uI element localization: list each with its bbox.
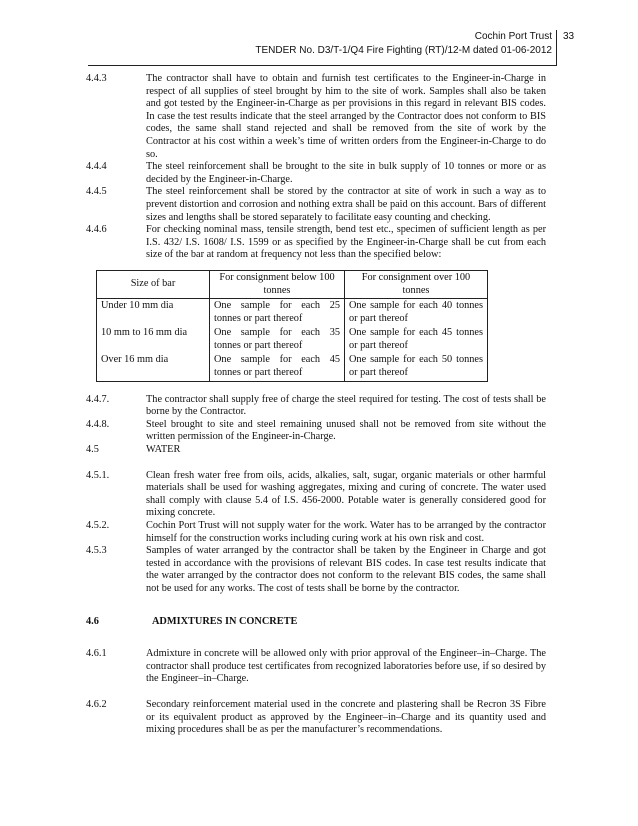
- clause-number: 4.6.2: [86, 698, 107, 710]
- clause-item: [86, 545, 546, 595]
- table-cell: One sample for each 50 tonnes or part thereof: [345, 353, 488, 381]
- table-cell: One sample for each 45 tonnes or part thereof: [345, 326, 488, 353]
- section-heading-admixtures: [86, 616, 546, 629]
- clause-number: 4.5: [86, 444, 99, 456]
- clause-number: 4.4.5: [86, 186, 107, 198]
- clause-text: Steel brought to site and steel remaining unused shall not be removed from site without the written permission of the Engineer-in-Charge.: [146, 418, 546, 443]
- clause-number: 4.6.1: [86, 648, 107, 660]
- clause-item: [86, 419, 546, 444]
- section-heading-water: [86, 444, 546, 457]
- clause-item: [86, 161, 546, 186]
- clause-text: The steel reinforcement shall be stored by the contractor at site of work in such a way as to prevent distortion and corrosion and nothing extra shall be paid on this account. Bars of different sizes and lengths shall be stored separately to facilitate easy counting and checking.: [146, 186, 546, 223]
- clause-item: [86, 186, 546, 224]
- header-tender: TENDER No. D3/T-1/Q4 Fire Fighting (RT)/12-M dated 01-06-2012: [255, 45, 552, 56]
- clause-item: [86, 73, 546, 161]
- clause-number: 4.5.1.: [86, 469, 110, 481]
- page-header: [255, 30, 552, 58]
- document-body: [86, 73, 546, 737]
- section-number: 4.6: [86, 615, 99, 627]
- clause-text: For checking nominal mass, tensile strength, bend test etc., specimen of sufficient length as per I.S. 432/ I.S. 1608/ I.S. 1599 or as specified by the Engineer-in-Charge shall be cut from each size of the bar at random at frequency not less than the specified below:: [146, 224, 546, 261]
- header-rule: [88, 65, 556, 66]
- page-number: 33: [556, 30, 574, 66]
- clause-number: 4.4.4: [86, 161, 107, 173]
- clause-item: [86, 470, 546, 520]
- clause-number: 4.4.6: [86, 224, 107, 236]
- section-title: ADMIXTURES IN CONCRETE: [152, 615, 298, 627]
- table-header: For consignment over 100 tonnes: [345, 270, 488, 298]
- clause-text: Cochin Port Trust will not supply water for the work. Water has to be arranged by the contractor himself for the construction works including curing work at his own risk and cost.: [146, 520, 546, 544]
- clause-number: 4.4.3: [86, 73, 107, 84]
- table-header-row: [97, 270, 488, 298]
- table-row: [97, 326, 488, 353]
- clause-number: 4.4.7.: [86, 393, 110, 405]
- table-cell: Under 10 mm dia: [97, 299, 210, 327]
- sampling-table: [96, 270, 488, 382]
- table-header: For consignment below 100 tonnes: [210, 270, 345, 298]
- clause-text: Samples of water arranged by the contractor shall be taken by the Engineer in Charge and got tested in accordance with the provisions of relevant BIS codes. In case test results indicate that the water arranged by the contractor does not conform to the relevant BIS codes, the same shall not be used for any works. The cost of tests shall be borne by the contractor.: [146, 545, 546, 594]
- clause-number: 4.4.8.: [86, 418, 110, 430]
- clause-text: Secondary reinforcement material used in the concrete and plastering shall be Recron 3S Fibre or its equivalent product as approved by the Engineer–in–Charge and its quantity used and mixing procedures shall be as per the manufacturer’s recommendations.: [146, 698, 546, 736]
- clause-text: WATER: [146, 444, 181, 456]
- clause-number: 4.5.3: [86, 545, 107, 557]
- table-cell: One sample for each 25 tonnes or part thereof: [210, 299, 345, 327]
- clause-text: The contractor shall have to obtain and furnish test certificates to the Engineer-in-Charge in respect of all supplies of steel brought by him to the site of work. Samples shall also be taken and got tested by the Engineer-in-Charge as per provisions in this regard in relevant BIS codes. In case the test results indicate that the steel arranged by the Contractor does not conform to BIS codes, the same shall stand rejected and shall be removed from the site of work by the Contractor at his cost within a week’s time of written orders from the Engineer-in-Charge to do so.: [146, 73, 546, 160]
- clause-item: [86, 648, 546, 686]
- clause-text: Admixture in concrete will be allowed only with prior approval of the Engineer–in–Charge. The contractor shall produce test certificates from recognized laboratories before use, if so desired by the Engineer–in–Charge.: [146, 648, 546, 685]
- table-row: [97, 353, 488, 381]
- table-cell: 10 mm to 16 mm dia: [97, 326, 210, 353]
- clause-text: The steel reinforcement shall be brought to the site in bulk supply of 10 tonnes or more or as decided by the Engineer-in-Charge.: [146, 161, 546, 185]
- clause-item: [86, 520, 546, 545]
- header-org: Cochin Port Trust: [474, 31, 552, 42]
- table-cell: One sample for each 45 tonnes or part thereof: [210, 353, 345, 381]
- clause-text: Clean fresh water free from oils, acids, alkalies, salt, sugar, organic materials or other harmful materials shall be used for washing aggregates, mixing and curing of concrete. The water used shall comply with clause 5.4 of I.S. 456-2000. Potable water is generally considered good for mixing concrete.: [146, 469, 546, 519]
- table-cell: One sample for each 35 tonnes or part thereof: [210, 326, 345, 353]
- table-header: Size of bar: [97, 270, 210, 298]
- table-row: [97, 299, 488, 327]
- clause-item: [86, 224, 546, 262]
- clause-item: [86, 394, 546, 419]
- clause-number: 4.5.2.: [86, 520, 110, 531]
- clause-text: The contractor shall supply free of charge the steel required for testing. The cost of tests shall be borne by the Contractor.: [146, 393, 546, 418]
- table-cell: One sample for each 40 tonnes or part thereof: [345, 299, 488, 327]
- table-cell: Over 16 mm dia: [97, 353, 210, 381]
- clause-item: [86, 699, 546, 737]
